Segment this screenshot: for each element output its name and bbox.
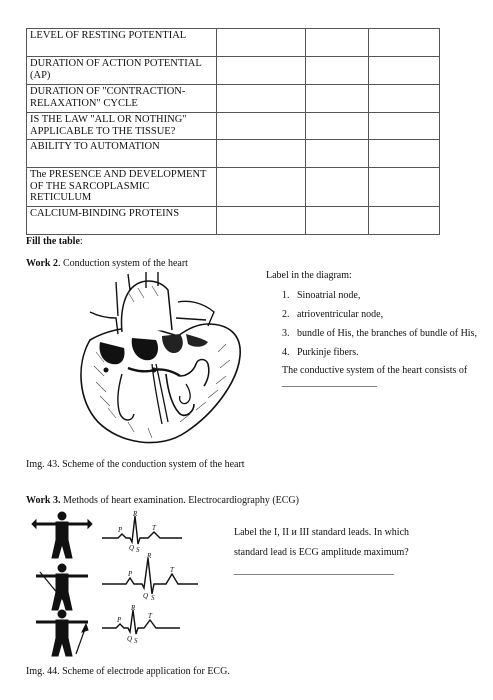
- list-item: 1. Sinoatrial node,: [282, 290, 361, 301]
- ecg-label-p: P: [117, 616, 122, 624]
- table-cell-empty[interactable]: [369, 140, 440, 168]
- human-figure-lead-1: [32, 512, 92, 558]
- table-row: [27, 85, 440, 113]
- table-row: [27, 29, 440, 57]
- work3-prefix: Work 3.: [26, 495, 61, 506]
- ecg-label-p: P: [128, 570, 133, 578]
- comparison-table: [26, 28, 440, 235]
- question-line-1: Label the I, II и III standard leads. In which: [234, 527, 410, 538]
- table-cell-label: CALCIUM-BINDING PROTEINS: [27, 207, 217, 235]
- list-item: 3. bundle of His, the branches of bundle of His,: [282, 328, 477, 339]
- ecg-label-r: R: [133, 510, 138, 518]
- table-cell-empty[interactable]: [217, 57, 306, 85]
- table-cell-empty[interactable]: [369, 85, 440, 113]
- ecg-label-t: T: [170, 566, 174, 574]
- table-row: [27, 168, 440, 207]
- list-item: 2. atrioventricular node,: [282, 309, 384, 320]
- table-cell-empty[interactable]: [217, 168, 306, 207]
- table-cell-empty[interactable]: [306, 85, 369, 113]
- table-cell-empty[interactable]: [369, 168, 440, 207]
- table-cell-empty[interactable]: [217, 207, 306, 235]
- ecg-trace-lead-3: [102, 610, 180, 634]
- ecg-label-r: R: [147, 552, 152, 560]
- table-row: [27, 57, 440, 85]
- work3-heading: [26, 495, 299, 507]
- list-item: 4. Purkinje fibers.: [282, 347, 359, 358]
- table-cell-label: ABILITY TO AUTOMATION: [27, 140, 217, 168]
- img43-caption: Img. 43. Scheme of the conduction system of the heart: [26, 459, 245, 470]
- human-figure-lead-3: [36, 610, 88, 656]
- fill-table-instruction: Fill the table:: [26, 236, 83, 247]
- table-cell-label: DURATION OF "CONTRACTION-RELAXATION" CYCLE: [27, 85, 217, 113]
- table-cell-empty[interactable]: [306, 113, 369, 140]
- table-cell-empty[interactable]: [306, 57, 369, 85]
- table-row: [27, 113, 440, 140]
- label-intro: Label in the diagram:: [266, 270, 352, 281]
- table-cell-empty[interactable]: [217, 29, 306, 57]
- ecg-label-t: T: [152, 524, 156, 532]
- work2-label-section: [266, 270, 481, 389]
- table-cell-empty[interactable]: [369, 207, 440, 235]
- ecg-label-t: T: [148, 612, 152, 620]
- ecg-leads-diagram: [30, 510, 230, 662]
- ecg-label-q: Q: [127, 635, 133, 643]
- img44-caption: Img. 44. Scheme of electrode application for ECG.: [26, 666, 230, 677]
- table-cell-empty[interactable]: [306, 29, 369, 57]
- table-cell-empty[interactable]: [369, 29, 440, 57]
- answer-line[interactable]: ________________________________: [234, 565, 394, 576]
- table-cell-empty[interactable]: [306, 168, 369, 207]
- question-line-2: standard lead is ECG amplitude maximum?: [234, 547, 409, 558]
- ecg-trace-lead-1: [102, 516, 182, 544]
- ecg-label-r: R: [131, 604, 136, 612]
- label-list: [282, 290, 481, 359]
- work3-title: Methods of heart examination. Electrocardiography (ECG): [60, 495, 299, 506]
- table-cell-empty[interactable]: [217, 113, 306, 140]
- ecg-label-s: S: [134, 637, 138, 645]
- ecg-label-q: Q: [143, 592, 149, 600]
- table-cell-label: DURATION OF ACTION POTENTIAL (AP): [27, 57, 217, 85]
- table-cell-empty[interactable]: [217, 140, 306, 168]
- table-cell-empty[interactable]: [306, 140, 369, 168]
- fill-table-label: Fill the table: [26, 236, 80, 247]
- table-row: [27, 207, 440, 235]
- table-cell-empty[interactable]: [369, 57, 440, 85]
- ecg-label-s: S: [136, 546, 140, 554]
- work3-question: [234, 527, 484, 577]
- ecg-trace-lead-2: [102, 558, 198, 594]
- work2-prefix: Work 2: [26, 258, 58, 269]
- ecg-label-s: S: [151, 594, 155, 602]
- table-cell-empty[interactable]: [369, 113, 440, 140]
- human-figure-lead-2: [36, 564, 88, 610]
- table-cell-label: The PRESENCE AND DEVELOPMENT OF THE SARCOPLASMIC RETICULUM: [27, 168, 217, 207]
- table-row: [27, 140, 440, 168]
- ecg-label-q: Q: [129, 544, 135, 552]
- table-cell-empty[interactable]: [306, 207, 369, 235]
- table-cell-label: LEVEL OF RESTING POTENTIAL: [27, 29, 217, 57]
- work2-heading: [26, 258, 188, 270]
- conclusion-text[interactable]: The conductive system of the heart consists of ___________________: [282, 365, 468, 388]
- table-cell-label: IS THE LAW "ALL OR NOTHING" APPLICABLE TO THE TISSUE?: [27, 113, 217, 140]
- table-cell-empty[interactable]: [217, 85, 306, 113]
- heart-conduction-diagram: [68, 272, 254, 452]
- work2-title: . Conduction system of the heart: [57, 258, 188, 269]
- ecg-label-p: P: [118, 526, 123, 534]
